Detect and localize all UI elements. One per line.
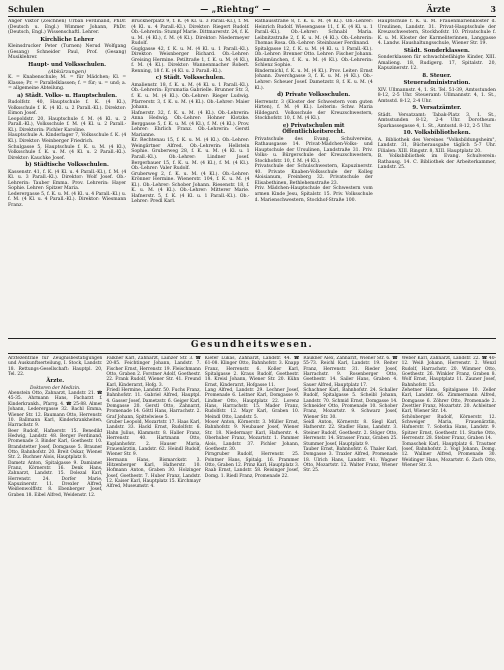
section-heading: Kirchliche Lehrer: [40, 36, 94, 43]
section-heading: 10. Volksbibliotheken.: [403, 130, 471, 137]
header-center: — „Riehtng“ —: [200, 4, 271, 14]
entry-paragraph: Leopoldstr. 20, Hauptschule f. M. (4 Kl. u. 2 Parall.-Kl.), Volksschule f. M. (4 Kl. u. 2 Parall.-Kl.). Direktorin: Pichler Karoline.: [8, 116, 127, 133]
entry-paragraph: Beer Rudolf, Hafnerstr. 15. Benedikt Hedwig, Landstr. 48. Berger Ferdinand, Promenade 3. Binder Karl, Goethestr. 10. Brandstetter Josef, Domgasse 5. Brauner Otto, Bahnhofstr. 20. Breit Oskar, Wiener Str. 2. Buchner Alois, Hauptplatz 8.: [8, 428, 103, 461]
section-rule: [8, 338, 496, 339]
entry-paragraph: Kiefer Lukas, Zahnarzt, Landstr. 44. ☎ 61-08. Klinger Otto, Bahnhofstr. 3. Knapp Franz, Herrenstr. 6. Koller Karl, Spitalgasse 2. Kraus Rudolf, Goethestr. 18. Kreisl Johann, Wiener Str. 20. Kühn Ernst, Kinderarzt, Hofgasse 11.: [204, 356, 300, 388]
entry-paragraph: Schachner Karl, Bahnhofstr. 24. Schaller Rudolf, Spitalgasse 5. Scheibl Johann, Landstr. 70. Schmid Ernst, Domgasse 14. Schneider Otto, Promenade 10. Schober Franz, Mozartstr. 9. Schwarz Josef, Wiener Str. 30.: [303, 388, 398, 420]
entry-paragraph: Kleinsdrucker Peter (Turnen) Nerud Wolfgang (Gesang) Schneider Paul, Prof. (Gesang) Musiklehrer.: [8, 44, 127, 61]
header-rule: [8, 16, 496, 17]
entry-paragraph: Spitalgasse 12, f. K. u. M. (4 Kl. u. 1 Parall.-Kl.). Ob.-Lehrer: Brenner Otto. Lehrer: Fischer Johann. Kleinmünchen, f. K. u. M. (4 Kl.). Ob.-Lehrerin: Schlenz Sophie.: [254, 46, 373, 69]
entry-paragraph: Pirngruber Rudolf, Herrenstr. 25. Pointner Hans, Spitalg. 16. Prammer Otto, Graben 12. Prinz Karl, Hauptplatz 3. Raab Ernst, Landstr. 58. Reisinger Josef, Domg. 1. Riedl Franz, Promenade 22.: [204, 452, 300, 479]
entry-paragraph: XIV. Ullmannstr. 4, 1. St. Tel. 51-39, Amtsstunden 8-12, 2-5 Uhr. Steueramt: Ullmannstr. 4, 1. St., Amtsstd. 8-12, 2-4 Uhr.: [377, 87, 496, 104]
section-heading: Steueradministration.: [403, 80, 471, 87]
subheading: Doktoren der Medizin.: [30, 385, 81, 391]
text-column: [131, 19, 249, 337]
section-heading: Haupt- und Volksschulen.: [28, 61, 107, 68]
section-banner: Gesundheitswesen.: [190, 340, 314, 350]
entry-paragraph: Schulgasse 5, Hauptschule f. K. u. M. (4 Kl.), Volksschule f. K. u. M. (4 Kl. u. 2 Parall.-Kl.). Direktor: Kauchke Josef.: [8, 144, 127, 161]
section-heading: c) Städt. Volksschulen.: [155, 75, 225, 82]
entry-paragraph: Tauber Ernst, Bahnhofstr. 6. Thaler Karl, Domgasse 3. Traxler Alfred, Promenade 18. Ulrich Hans, Landstr. 41. Wagner Otto, Mozartstr. 12. Walter Franz, Wiener Str. 25.: [303, 446, 398, 474]
header-left: Schulen: [8, 4, 45, 14]
subheading: (Abkürzungen): [48, 69, 87, 76]
entry-paragraph: Friedl Hermine, Landstr. 50. Fuchs Franz, Bahnhofstr. 11. Gabriel Alfred, Hauptpl. 4. Gasser Josef, Dametzstr. 6. Geiger Karl, Domgasse 20. Gerstl Otto, Zahnarzt, Promenade 14. Göttl Hans, Harrachstr. 2. Graf Johann, Spittelwiese 5.: [106, 388, 201, 420]
banner-rule: [8, 353, 496, 354]
entry-paragraph: Lederergasse 5, f. K. u. M. (4 Kl. u. 4 Parall.-Kl.) u. f. M. (4 Kl. u. 4 Parall.-Kl.). Direktor: Wiesmann Franz.: [8, 191, 127, 208]
text-column: [8, 356, 102, 664]
section-heading: e) Privatschulen mit Öffentlichkeitsrecht.: [282, 122, 346, 136]
entry-paragraph: Ärztezentrale für Zeugnisbestätigungen und Auskunftserteilung, I. Stock, Landstr. 18. Rettungs-Gesellschaft: Hauptpl. 20, Tel. 22.: [8, 356, 103, 378]
text-column: [255, 19, 373, 337]
entry-paragraph: K. = Knabenschule; M. = für Mädchen; Kl. = Klasse; Pr. = Parallelklassen; f. = für; u. = und; a. = allgemeine Abteilung.: [8, 75, 127, 92]
entry-paragraph: Lang Alfred, Landstr. 29. Lechner Josef, Promenade 6. Leitner Karl, Domgasse 9. Lindner Otto, Hauptplatz 22. Lorenz Hans, Harrachstr. 15. Mader Franz, Rudolfstr. 12. Mayr Karl, Graben 10. Meindl Otto, Landstr. 5.: [204, 388, 300, 420]
section-heading: 9. Versatzämter.: [412, 105, 462, 112]
entry-paragraph: Privatschule des Evang. Schulvereins, Rathausgasse 14. Privat-Mädchen-Volks- und Hauptschule der Ursulinen, Landstraße 31. Priv. Volks- u. Bürgerschule der Kreuzschwestern, Stockhofstr. 10, f. M. (4 Kl.).: [254, 136, 373, 164]
section-heading: d) Private Volksschulen.: [277, 92, 351, 99]
entry-paragraph: Anger Viktor (Zeichnen) Urban Ferdinand, PhDr. (Deutsch u. Engl.) Wimmer Johann, PhDr. (Deutsch, Engl.) Wissenschaftl. Lehrer.: [8, 19, 127, 36]
section-heading: Ärzte.: [46, 378, 65, 385]
running-header: [8, 3, 496, 15]
section-heading: b) Städtische Volksschulen.: [25, 162, 109, 169]
page-number: 3: [490, 4, 496, 14]
entry-paragraph: A. Bibliothek des Vereines "Volksbildungsheim", Landstr. 31, Bücherausgabe täglich 5-7 Uhr. Filialen: XIII. Ringstr. 8, XIII. Hauptplatz 20.: [377, 137, 496, 154]
health-section: [8, 356, 496, 664]
entry-paragraph: Herrenstr. 3 (Kloster der Schwestern vom guten Hirten), f. M. (4 Kl.). Leiterin: Schw. Maria Hildegard. Volksschule der Kreuzschwestern, Stockhofstr. 10, f. M. (4 Kl.).: [254, 99, 373, 122]
entry-paragraph: Kassenstr. 41, f. K. (4 Kl. u. 4 Parall.-Kl.), f. M. (4 Kl. u. 3 Parall.-Kl.). Direktor: Wolf Josef. Ob.-Lehrerin: Tauber Emma. Prov. Lehrerin: Hayer Sophie. Lehrer: Spitzer Maria.: [8, 169, 127, 192]
schools-section: [8, 19, 496, 337]
entry-paragraph: Gruber Leopold, Mozartstr. 17. Haas Karl, Landstr. 33. Hackl Ernst, Rudolfstr. 6. Hahn Julius, Klammstr. 8. Haller Franz, Herrenstr. 40. Hartmann Otto, Kaplanhofstr. 2. Hauser Maria, Frauenärztin, Landstr. 62. Heindl Rudolf, Wiener Str. 9.: [106, 420, 201, 458]
entry-paragraph: Kr. Rechtenau 15, f. K. u. M. (4 Kl.). Ob.-Lehrer: Weingärtner Alfred. Ob.-Lehrerin: Hellstein Sophie. Gruberweg 28, f. K. u. M. (4 Kl. u. 1 Parall.-Kl.). Ob.-Lehrer: Lindner Josef. Bergerbauer 15, f. K. u. M. (4 Kl.), f. M. (4 Kl.). Ob.-Lehrer: Valer Rudolf.: [131, 138, 250, 172]
entry-paragraph: Raukner Alex, Zahnarzt, Wiener Str. 6. ☎ 55-73. Reichl Karl, Landstr. 19. Reiter Franz, Herrenstr. 31. Rieder Josef, Harrachstr. 9. Rosenberger Otto, Goethestr. 14. Sailer Hans, Graben 4. Sauer Alfred, Hauptplatz 17.: [303, 356, 398, 388]
section-heading: 8. Steuer.: [422, 72, 452, 79]
entry-paragraph: B. Volksbibliothek im Evang. Schulverein: Rathausg. 14. C. Bibliothek der Arbeiterkammer, Landstr. 25.: [377, 154, 496, 171]
entry-paragraph: Priv. Mädchen-Hauptschule der Schwestern vom armen Kinde Jesu, Spitalstr. 15. Priv. Volksschule d. Marienschwestern, Stockhof-Straße 100.: [254, 186, 373, 203]
entry-paragraph: Schönberger Rudolf, Körnerstr. 12. Schweiger Maria, Frauenärztin, Hafnerstr. 7. Sobotka Hans, Landstr. 9. Spitzer Ernst, Goethestr. 11. Starke Otto, Herrenstr. 28. Stelzer Franz, Graben 14.: [401, 414, 496, 442]
text-column: [303, 356, 397, 664]
entry-paragraph: Amalienstr. 18, f. K. u. M. (4 Kl. u. 1 Parall.-Kl.). Ob.-Lehrerin: Eyrumatia Gabrielle. Brunner Str. 3, f. K. u. M. (4 Kl.). Ob.-Lehrer: Rieger Ludwig. Pfarrerstr. 3, f. K. u. M. (4 Kl.). Ob.-Lehrer: Maier Johann.: [131, 82, 250, 111]
section-heading: a) Städt. Volks- u. Hauptschulen.: [17, 92, 118, 99]
entry-paragraph: Gruberweg 2, f. K. u. M. (4 Kl.). Ob.-Lehrer: Krönner Hermine. Wienerstr. 104, f. K. u. M. (4 Kl.). Ob.-Lehrer: Schober Johann. Riesenstr. 18, f. K. u. M. (4 Kl.). Ob.-Lehrer: Mitterer Marie. Hafnerstr. 5, f. K. (4 Kl. u. 1 Parall.-Kl.). Ob.-Lehrer: Predl Karl.: [131, 171, 250, 205]
header-right: Ärzte: [426, 4, 451, 14]
text-column: [402, 356, 496, 664]
entry-paragraph: Bindermichl, f. K. u. M. (4 Kl.). Prov. Leiter: Ernst Johann. Zwerchgasse 3, f. K. u. M. (4 Kl.). Ob.-Lehrer: Scheuer Josef. Dametzstr. 8, f. K. u. M. (4 Kl.).: [254, 68, 373, 91]
entry-paragraph: Brucknerplatz 9, f. K. (4 Kl. u. 3 Parall.-Kl.), f. M. (4 Kl. u. 4 Parall.-Kl.). Direktor: Riegert Rudolf. Ob.-Lehrerin: Stumpf Marie. Dittmarerstr. 24, f. K. u. M. (4 Kl.), f. M. (4 Kl.). Direktor: Niedermeyer Rudolf.: [131, 19, 250, 47]
entry-paragraph: Sonderklassen für schwachbefähigte Kinder, XIII. Amalieng. 18, Rudigerg. 17, Spitalstr. 20, Kapuzinerstr. 12.: [377, 55, 496, 72]
text-column: [378, 19, 496, 337]
entry-paragraph: Guglgasse 42, f. K. u. M. (4 Kl. u. 1 Parall.-Kl.). Direktor: Weisnberger Richard. Ob.-Lehrer: Greising Hermine. Petiltraße 1, f. K. u. M. (4 Kl.), f. M. (4 Kl.). Direktor: Wannenmacher Robert. Renning, 18 f. K. (4 Kl. u. 2 Parall.-Kl.).: [131, 46, 250, 74]
entry-paragraph: Hauptschule f. K. u. M. Frauenmarienkloster d. Ursulinen, Landstr. 31. Privat-Hauptschule der Kreuzschwestern, Stockhofstr. 10. Privatschule f. K. u. M. Kloster der Karmeliterinnen, Langgasse 4. Landw. Haushaltungsschule, Wiener Str. 19.: [377, 19, 496, 47]
entry-paragraph: Tomaschek Karl, Hauptplatz 6. Trautner Josef, Bahnhofstr. 2. Vogl Johann, Domg. 12. Wallner Alfred, Promenade 30. Weidinger Hans, Mozartstr. 6. Zach Otto, Wiener Str. 3.: [401, 441, 496, 468]
entry-paragraph: Abenstein Otto, Zahnarzt, Landstr. 21. ☎ 45-35. Ahrmann Hans, Facharzt f. Kinderkrankh., Pfarrg. 4. ☎ 25-88. Almer Johann, Lederergasse 32. Bachl Emma, Wiener Str. 12. Baumann Otto, Herrenstr. 10. Ballmann Karl, Kinderkrankheiten, Harrachstr. 9.: [8, 391, 103, 429]
entry-paragraph: Privatschule der Schulschwestern, Kapuzinerstr. 40. Private Knaben-Volksschule der Kolleg Aloisianum, Freinberg 32. Privatschule der Elisabethinen, Bethlehemstraße 23.: [254, 164, 373, 186]
entry-paragraph: Rathausstraße 8, f. K. u. M. (4 Kl.). Ob.-Lehrer: Heinrich Rudolf. Wiesengasse 11, f. K. (4 Kl. u. 1 Parall.-Kl.). Ob.-Lehrer: Schnabl Maria. Leibnitzstraße 2, f. K. u. M. (4 Kl.). Ob.-Lehrerin: Thomas Rosa. Ob.-Lehrer: Steinbauer Ferdinand.: [254, 19, 373, 47]
entry-paragraph: Seidl Anton, Körnerstr. 8. Siegl Karl, Hafnerstr. 22. Stadler Hans, Landstr. 3. Steiner Rudolf, Goethestr. 2. Stöger Otto, Herrenstr. 14. Strasser Franz, Graben 25. Stummer Josef, Hauptplatz 9.: [303, 420, 398, 447]
text-column: [106, 356, 200, 664]
entry-paragraph: Dametz Anton, Spitalgasse 9. Damianer Franz, Körnerstr. 16. Denk Hans, Zahnarzt, Landstr. 15. Dolezal Karl, Herrenstr. 24. Dorfer Marie, Kapuzinerstr. 11. Drexler Alfred, Weißenwolffstr. 8. Ebenberger Josef, Graben 18. Eibel Alfred, Weidenstr. 12.: [8, 460, 103, 498]
entry-paragraph: Weber Karl, Zahnarzt, Landstr. 22. ☎ 40-12. Weiß Johann, Herrenstr. 2. Wenzl Rudolf, Harrachstr. 20. Wimmer Otto, Goethestr. 26. Winkler Franz, Graben 8. Wolf Ernst, Hauptplatz 11. Zauner Josef, Bahnhofstr. 15.: [401, 356, 496, 388]
entry-paragraph: Rudolfstr. 40, Hauptschule f. K. (4 Kl.), Volksschule f. K. (4 Kl. u. 2 Parall.-Kl.). Direktor: Eimon Josef.: [8, 100, 127, 117]
entry-paragraph: Falkner Karl, Zahnarzt, Lainzer Str. 3. ☎ 20-85. Feichtinger Johann, Landstr. 7. Fischer Ernst, Herrenstr. 19. Fleischmann Otto, Graben 2. Forstner Adolf, Goethestr. 22. Frank Rudolf, Wiener Str. 41. Freund Karl, Kinderarzt, Hofg. 3.: [106, 356, 201, 388]
entry-paragraph: Hermann Hans, Bismarckstr. 3. Hitzenberger Karl, Hafnerstr. 10. Hofmann Anton, Graben 30. Holzinger Josef, Goethestr. 7. Huber Franz, Landstr. 12. Kaiser Karl, Hauptplatz 15. Kirchmayr Alfred, Museumstr. 4.: [106, 457, 201, 490]
text-column: [205, 356, 299, 664]
entry-paragraph: Moser Anton, Körnerstr. 3. Müller Ernst, Bahnhofstr. 9. Neubauer Josef, Wiener Str. 18. Niedermayr Karl, Hafnerstr. 4. Oberhuber Franz, Mozartstr. 1. Pammer Alois, Landstr. 37. Pichler Johann, Goethestr. 30.: [204, 420, 300, 452]
entry-paragraph: Hafnerstr. 32, f. K. u. M. (4 Kl.). Ob.-Lehrerin: Anna Hedwig. Ob.-Lehrer: Hohner Klotzke. Berggasse 5, f. K. u. M. (4 Kl.), f. M. (4 Kl.). Prov. Lehrer: Ehrlich Franz. Ob.-Lehrerin: Gerstl Marianne.: [131, 110, 250, 138]
text-column: [8, 19, 126, 337]
section-heading: Städt. Sonderklassen.: [403, 47, 470, 54]
entry-paragraph: Städt. Versatzamt: Tabak-Platz 3, 1. St., Amtsstunden 8-12, 2-4 Uhr. Dorotheum: Sparkassegasse 4, 1. St., Amtsstd. 8-12, 2-5 Uhr.: [377, 112, 496, 129]
entry-paragraph: Hauptschule A. Kinderlager 7, Volksschule f. K. (4 Kl.). Direktor: Weinberger Friedrich.: [8, 133, 127, 144]
entry-paragraph: Zehetner Hans, Spitalgasse 10. Zeller Karl, Landstr. 66. Zimmermann Alfred, Domgasse 6. Zöhrer Otto, Promenade 2. Zwettler Franz, Mozartstr. 20. Achleitner Karl, Wiener Str. 14.: [401, 388, 496, 415]
